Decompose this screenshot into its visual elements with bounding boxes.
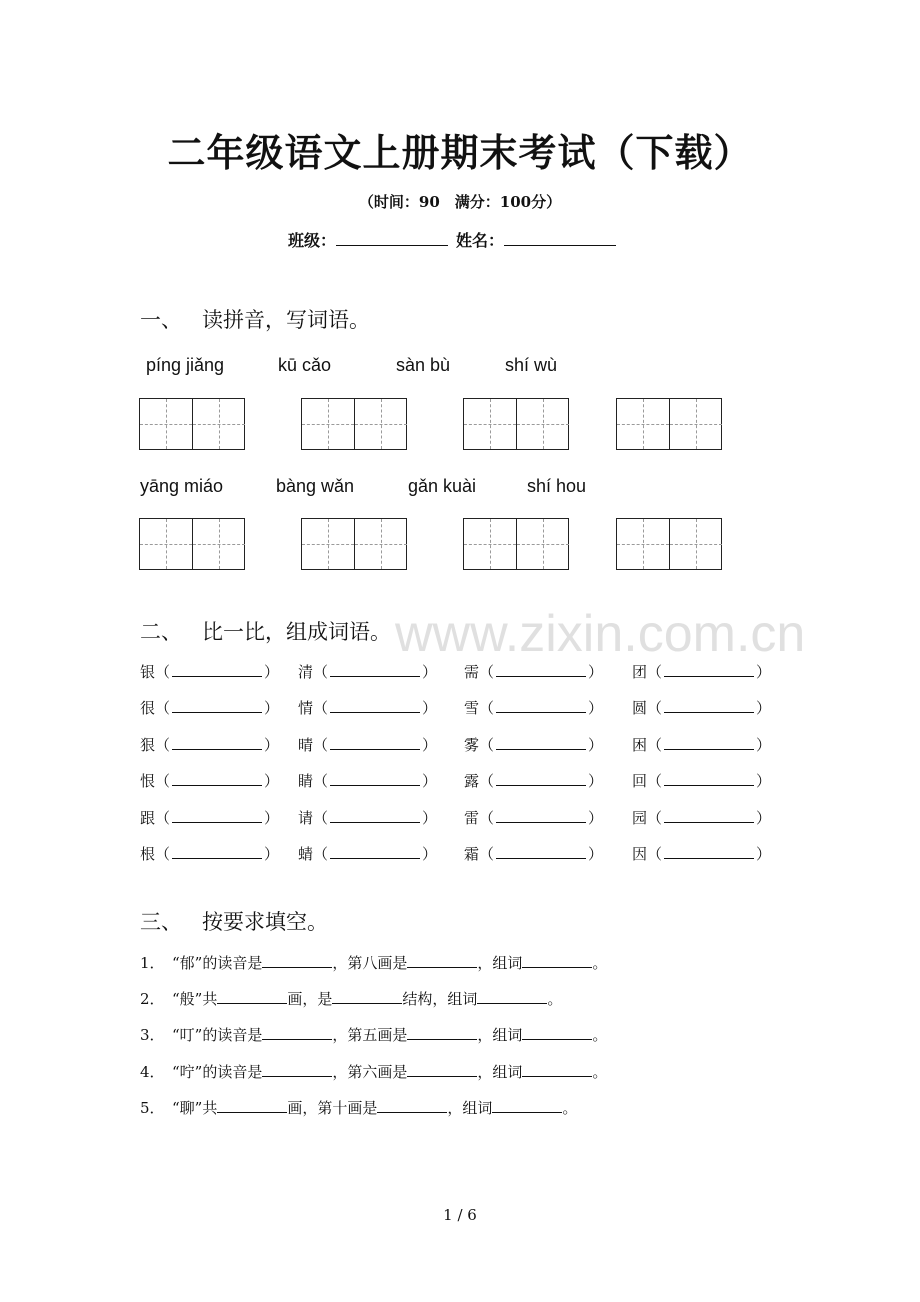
compare-item — [140, 770, 279, 791]
fill-text: ，第五画是 — [332, 1026, 408, 1045]
answer-blank[interactable] — [172, 809, 262, 823]
compare-char: 霜 — [464, 845, 480, 863]
open-paren: （ — [313, 772, 329, 791]
item-number: 1． — [140, 954, 165, 972]
item-number: 2． — [140, 990, 165, 1009]
exam-meta: （时间：90 满分：100分） — [358, 193, 562, 211]
open-paren: （ — [647, 663, 663, 681]
close-paren: ） — [264, 845, 280, 863]
watermark: www.zixin.com.cn — [395, 605, 806, 663]
fill-item — [140, 952, 607, 973]
compare-item — [140, 734, 279, 755]
fill-text: 。 — [592, 954, 608, 972]
close-paren: ） — [422, 845, 438, 863]
compare-char: 雷 — [464, 808, 480, 827]
answer-blank[interactable] — [172, 772, 262, 786]
writing-box[interactable] — [616, 398, 722, 450]
open-paren: （ — [155, 735, 171, 754]
open-paren: （ — [155, 699, 171, 718]
class-label: 班级： — [288, 231, 337, 250]
fill-blank[interactable] — [407, 1063, 477, 1077]
answer-blank[interactable] — [172, 845, 262, 859]
pinyin-item: píng jiǎng — [146, 355, 225, 375]
close-paren: ） — [756, 845, 772, 863]
answer-blank[interactable] — [330, 809, 420, 823]
compare-char: 银 — [140, 663, 156, 681]
fill-blank[interactable] — [522, 1063, 592, 1077]
fill-text: ，组词 — [477, 954, 523, 972]
fill-text: 。 — [547, 990, 563, 1009]
class-blank[interactable] — [336, 231, 448, 246]
close-paren: ） — [264, 735, 280, 754]
compare-char: 很 — [140, 699, 156, 718]
open-paren: （ — [479, 808, 495, 827]
close-paren: ） — [588, 808, 604, 827]
fill-blank[interactable] — [262, 1026, 332, 1040]
name-blank[interactable] — [504, 231, 616, 246]
fill-blank[interactable] — [492, 1099, 562, 1113]
compare-item — [464, 697, 603, 718]
open-paren: （ — [155, 772, 171, 791]
compare-char: 圆 — [632, 699, 648, 718]
class-name-line — [288, 228, 616, 251]
close-paren: ） — [422, 735, 438, 754]
answer-blank[interactable] — [664, 663, 754, 677]
compare-item — [632, 843, 771, 864]
answer-blank[interactable] — [496, 845, 586, 859]
section-3-heading — [140, 906, 328, 936]
fill-blank[interactable] — [217, 990, 287, 1004]
close-paren: ） — [264, 699, 280, 718]
compare-char: 根 — [140, 845, 156, 863]
close-paren: ） — [588, 845, 604, 863]
answer-blank[interactable] — [330, 772, 420, 786]
fill-blank[interactable] — [522, 1026, 592, 1040]
open-paren: （ — [479, 772, 495, 791]
fill-blank[interactable] — [377, 1099, 447, 1113]
answer-blank[interactable] — [496, 699, 586, 713]
open-paren: （ — [313, 845, 329, 863]
section-3-number: 三、 — [140, 910, 182, 934]
compare-char: 雾 — [464, 735, 480, 754]
fill-blank[interactable] — [262, 1063, 332, 1077]
answer-blank[interactable] — [172, 699, 262, 713]
compare-item — [464, 734, 603, 755]
close-paren: ） — [422, 808, 438, 827]
page-number: 1 / 6 — [443, 1206, 477, 1224]
writing-box[interactable] — [139, 518, 245, 570]
open-paren: （ — [313, 663, 329, 681]
compare-item — [632, 807, 771, 828]
compare-item — [298, 697, 437, 718]
compare-item — [140, 661, 279, 682]
close-paren: ） — [422, 663, 438, 681]
answer-blank[interactable] — [330, 736, 420, 750]
fill-blank[interactable] — [217, 1099, 287, 1113]
pinyin-item: kū cǎo — [278, 355, 332, 375]
compare-item — [464, 843, 603, 864]
fill-text: 画，第十画是 — [287, 1098, 378, 1117]
answer-blank[interactable] — [496, 772, 586, 786]
fill-text: “叮”的读音是 — [172, 1026, 263, 1045]
fill-text: 结构，组词 — [402, 990, 478, 1009]
fill-item — [140, 1097, 577, 1118]
compare-char: 因 — [632, 845, 648, 863]
compare-char: 需 — [464, 663, 480, 681]
close-paren: ） — [264, 808, 280, 827]
compare-char: 情 — [298, 699, 314, 718]
open-paren: （ — [479, 663, 495, 681]
compare-item — [632, 697, 771, 718]
fill-text: ，组词 — [447, 1098, 493, 1117]
compare-char: 园 — [632, 808, 648, 827]
compare-item — [632, 734, 771, 755]
close-paren: ） — [588, 699, 604, 718]
compare-char: 雪 — [464, 699, 480, 718]
compare-item — [140, 697, 279, 718]
open-paren: （ — [647, 845, 663, 863]
answer-blank[interactable] — [664, 736, 754, 750]
answer-blank[interactable] — [330, 699, 420, 713]
compare-char: 睛 — [298, 772, 314, 791]
compare-item — [298, 807, 437, 828]
close-paren: ） — [422, 699, 438, 718]
item-number: 3． — [140, 1026, 165, 1045]
open-paren: （ — [155, 808, 171, 827]
writing-box[interactable] — [463, 518, 569, 570]
answer-blank[interactable] — [172, 663, 262, 677]
writing-box[interactable] — [463, 398, 569, 450]
open-paren: （ — [479, 845, 495, 863]
pinyin-item: gǎn kuài — [408, 476, 477, 496]
close-paren: ） — [422, 772, 438, 791]
name-label: 姓名： — [456, 231, 505, 250]
fill-text: ，第八画是 — [332, 954, 408, 972]
item-number: 4． — [140, 1062, 165, 1081]
close-paren: ） — [756, 772, 772, 791]
compare-item — [298, 770, 437, 791]
close-paren: ） — [588, 772, 604, 791]
open-paren: （ — [155, 845, 171, 863]
open-paren: （ — [479, 699, 495, 718]
close-paren: ） — [588, 735, 604, 754]
fill-text: 。 — [592, 1062, 608, 1081]
close-paren: ） — [264, 772, 280, 791]
fill-item — [140, 1061, 607, 1082]
fill-blank[interactable] — [477, 990, 547, 1004]
compare-item — [140, 807, 279, 828]
compare-item — [298, 734, 437, 755]
answer-blank[interactable] — [664, 772, 754, 786]
pinyin-item: sàn bù — [396, 355, 451, 375]
compare-item — [298, 661, 437, 682]
fill-text: “般”共 — [172, 990, 218, 1009]
section-3-title: 按要求填空。 — [202, 910, 328, 934]
fill-blank[interactable] — [522, 954, 592, 968]
item-number: 5． — [140, 1098, 165, 1117]
pinyin-item: shí wù — [505, 355, 558, 375]
section-2-title: 比一比，组成词语。 — [202, 620, 391, 644]
close-paren: ） — [588, 663, 604, 681]
fill-text: “聊”共 — [172, 1098, 218, 1117]
compare-char: 清 — [298, 663, 314, 681]
answer-blank[interactable] — [172, 736, 262, 750]
close-paren: ） — [756, 735, 772, 754]
fill-blank[interactable] — [332, 990, 402, 1004]
fill-text: ，组词 — [477, 1062, 523, 1081]
fill-item — [140, 1024, 607, 1045]
close-paren: ） — [756, 663, 772, 681]
compare-char: 蜻 — [298, 845, 314, 863]
compare-char: 狠 — [140, 735, 156, 754]
fill-blank[interactable] — [262, 954, 332, 968]
writing-box[interactable] — [301, 518, 407, 570]
compare-char: 晴 — [298, 735, 314, 754]
pinyin-item: shí hou — [527, 476, 587, 496]
compare-item — [464, 770, 603, 791]
compare-char: 恨 — [140, 772, 156, 791]
open-paren: （ — [313, 808, 329, 827]
open-paren: （ — [479, 735, 495, 754]
writing-box[interactable] — [139, 398, 245, 450]
answer-blank[interactable] — [496, 663, 586, 677]
compare-char: 跟 — [140, 808, 156, 827]
fill-text: 。 — [592, 1026, 608, 1045]
close-paren: ） — [756, 808, 772, 827]
answer-blank[interactable] — [330, 663, 420, 677]
answer-blank[interactable] — [664, 845, 754, 859]
answer-blank[interactable] — [664, 699, 754, 713]
pinyin-item: bàng wǎn — [276, 476, 355, 496]
compare-item — [140, 843, 279, 864]
open-paren: （ — [313, 699, 329, 718]
answer-blank[interactable] — [496, 809, 586, 823]
compare-item — [632, 770, 771, 791]
writing-box[interactable] — [616, 518, 722, 570]
answer-blank[interactable] — [330, 845, 420, 859]
compare-char: 回 — [632, 772, 648, 791]
close-paren: ） — [264, 663, 280, 681]
section-1-heading — [140, 304, 370, 334]
compare-char: 团 — [632, 663, 648, 681]
compare-item — [632, 661, 771, 682]
open-paren: （ — [647, 808, 663, 827]
compare-char: 请 — [298, 808, 314, 827]
pinyin-item: yāng miáo — [140, 476, 224, 496]
section-2-heading — [140, 616, 391, 646]
answer-blank[interactable] — [664, 809, 754, 823]
open-paren: （ — [313, 735, 329, 754]
writing-box[interactable] — [301, 398, 407, 450]
page-title: 二年级语文上册期末考试（下载） — [167, 130, 753, 175]
close-paren: ） — [756, 699, 772, 718]
open-paren: （ — [155, 663, 171, 681]
compare-item — [464, 807, 603, 828]
fill-text: 。 — [562, 1098, 578, 1117]
compare-item — [464, 661, 603, 682]
fill-text: “郁”的读音是 — [172, 954, 263, 972]
open-paren: （ — [647, 772, 663, 791]
fill-blank[interactable] — [407, 1026, 477, 1040]
section-1-title: 读拼音，写词语。 — [202, 308, 370, 332]
fill-text: “咛”的读音是 — [172, 1062, 263, 1081]
section-2-number: 二、 — [140, 620, 182, 644]
fill-blank[interactable] — [407, 954, 477, 968]
fill-text: 画，是 — [287, 990, 333, 1009]
compare-char: 困 — [632, 735, 648, 754]
fill-item — [140, 988, 562, 1009]
fill-text: ，第六画是 — [332, 1062, 408, 1081]
compare-char: 露 — [464, 772, 480, 791]
fill-text: ，组词 — [477, 1026, 523, 1045]
compare-item — [298, 843, 437, 864]
answer-blank[interactable] — [496, 736, 586, 750]
open-paren: （ — [647, 735, 663, 754]
open-paren: （ — [647, 699, 663, 718]
section-1-number: 一、 — [140, 308, 182, 332]
